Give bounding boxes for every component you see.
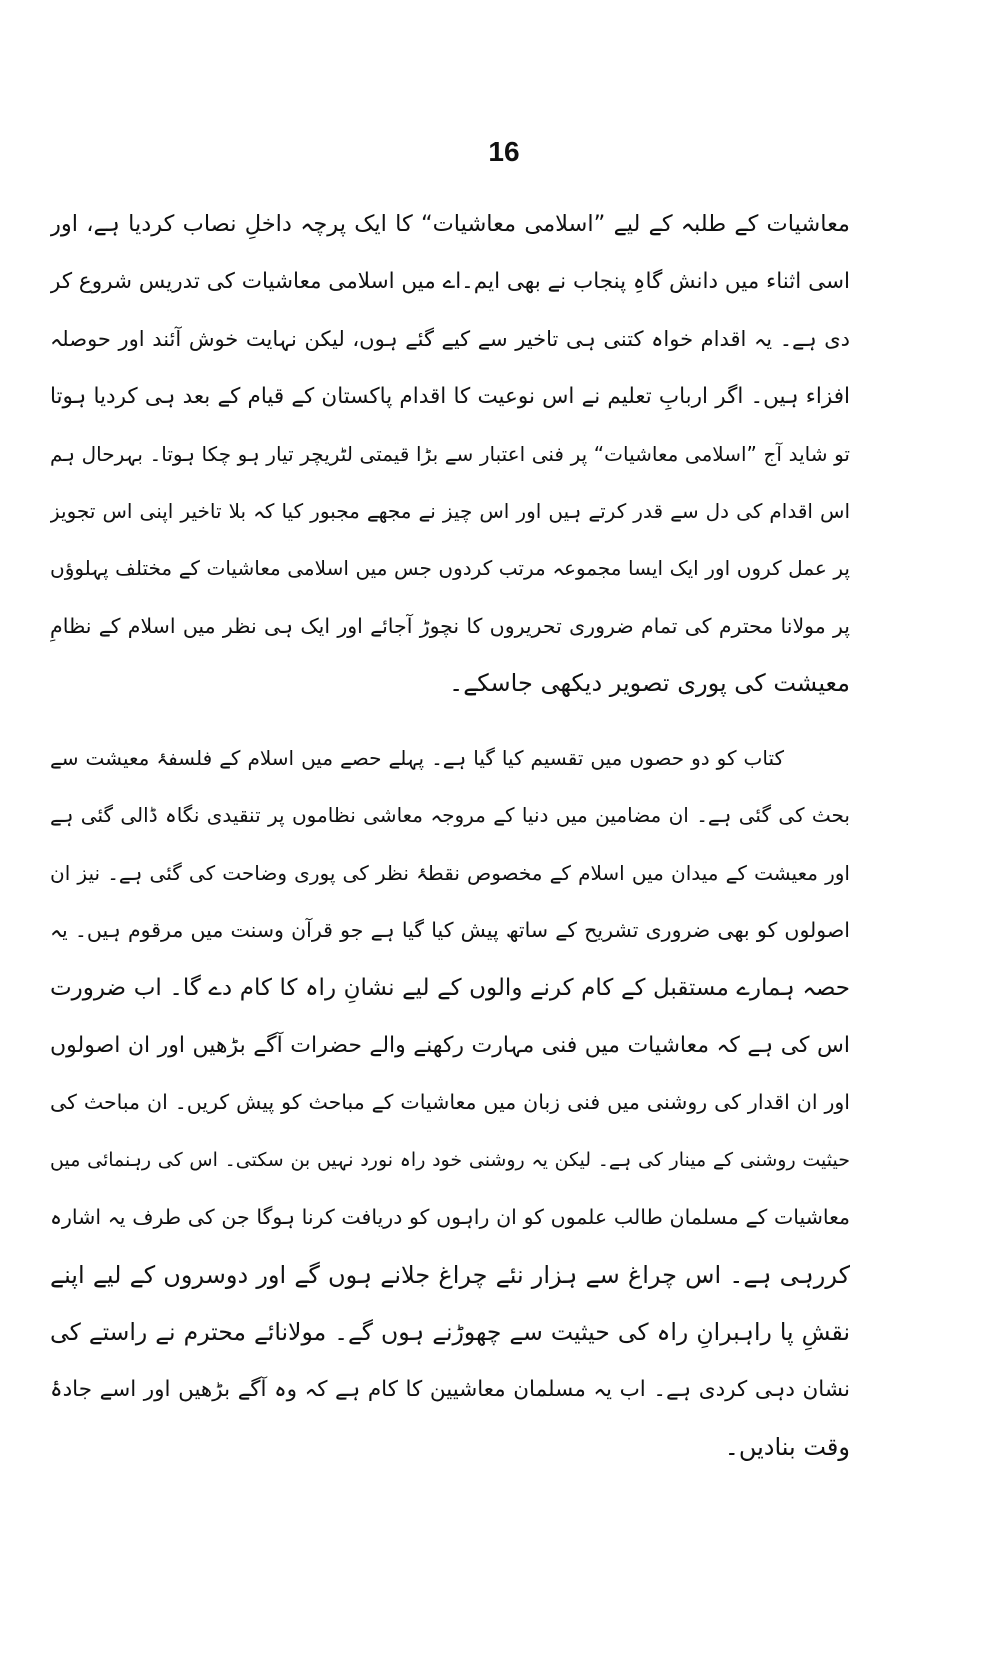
text-line: معاشیات کے مسلمان طالب علموں کو ان راہوں کو دریافت کرنا ہوگا جن کی طرف یہ اشارہ (50, 1205, 850, 1230)
text-line: اور معیشت کے میدان میں اسلام کے مخصوص نقطۂ نظر کی پوری وضاحت کی گئی ہے۔ نیز ان (50, 860, 850, 885)
text-line: حصہ ہمارے مستقبل کے کام کرنے والوں کے لیے نشانِ راہ کا کام دے گا۔ اب ضرورت (50, 974, 850, 1001)
text-line: کررہی ہے۔ اس چراغ سے ہزار نئے چراغ جلانے ہوں گے اور دوسروں کے لیے اپنے (50, 1260, 850, 1289)
text-line: اور ان اقدار کی روشنی میں فنی زبان میں معاشیات کے مباحث کو پیش کریں۔ ان مباحث کی (50, 1090, 850, 1115)
page-number: 16 (488, 136, 520, 167)
text-line: اس کی ہے کہ معاشیات میں فنی مہارت رکھنے والے حضرات آگے بڑھیں اور ان اصولوں (50, 1032, 850, 1058)
text-line: پر عمل کروں اور ایک ایسا مجموعہ مرتب کردوں جس میں اسلامی معاشیات کے مختلف پہلوؤں (50, 556, 850, 581)
text-line: اصولوں کو بھی ضروری تشریح کے ساتھ پیش کیا گیا ہے جو قرآن وسنت میں مرقوم ہیں۔ یہ (50, 918, 850, 943)
paragraph-2 (50, 730, 850, 1476)
text-line: اس اقدام کی دل سے قدر کرتے ہیں اور اس چیز نے مجھے مجبور کیا کہ بلا تاخیر اپنی اس تجویز (50, 498, 850, 523)
text-line: اسی اثناء میں دانش گاہِ پنجاب نے بھی ایم۔اے میں اسلامی معاشیات کی تدریس شروع کر (50, 269, 850, 295)
text-line: کتاب کو دو حصوں میں تقسیم کیا گیا ہے۔ پہلے حصے میں اسلام کے فلسفۂ معیشت سے (50, 746, 784, 770)
text-line: معیشت کی پوری تصویر دیکھی جاسکے۔ (449, 669, 850, 698)
text-line: پر مولانا محترم کی تمام ضروری تحریروں کا نچوڑ آجائے اور ایک ہی نظر میں اسلام کے نظامِ (50, 613, 850, 638)
paragraph-1 (50, 196, 850, 713)
text-line: نشان دہی کردی ہے۔ اب یہ مسلمان معاشیین کا کام ہے کہ وہ آگے بڑھیں اور اسے جادۂ (50, 1377, 850, 1403)
text-line: افزاء ہیں۔ اگر اربابِ تعلیم نے اس نوعیت کا اقدام پاکستان کے قیام کے بعد ہی کردیا ہوتا (50, 384, 850, 410)
text-line: نقشِ پا راہبرانِ راہ کی حیثیت سے چھوڑنے ہوں گے۔ مولانائے محترم نے راستے کی (50, 1317, 850, 1346)
text-line: معاشیات کے طلبہ کے لیے ”اسلامی معاشیات“ کا ایک پرچہ داخلِ نصاب کردیا ہے، اور (50, 211, 850, 237)
text-line: حیثیت روشنی کے مینار کی ہے۔ لیکن یہ روشنی خود راہ نورد نہیں بن سکتی۔ اس کی رہنمائی میں (50, 1148, 850, 1171)
text-line: تو شاید آج ”اسلامی معاشیات“ پر فنی اعتبار سے بڑا قیمتی لٹریچر تیار ہو چکا ہوتا۔ بہرحال ہم (50, 441, 850, 466)
text-line: بحث کی گئی ہے۔ ان مضامین میں دنیا کے مروجہ معاشی نظاموں پر تنقیدی نگاہ ڈالی گئی ہے (50, 803, 850, 828)
text-line: دی ہے۔ یہ اقدام خواہ کتنی ہی تاخیر سے کیے گئے ہوں، لیکن نہایت خوش آئند اور حوصلہ (50, 326, 850, 351)
text-line: وقت بنادیں۔ (724, 1432, 850, 1461)
